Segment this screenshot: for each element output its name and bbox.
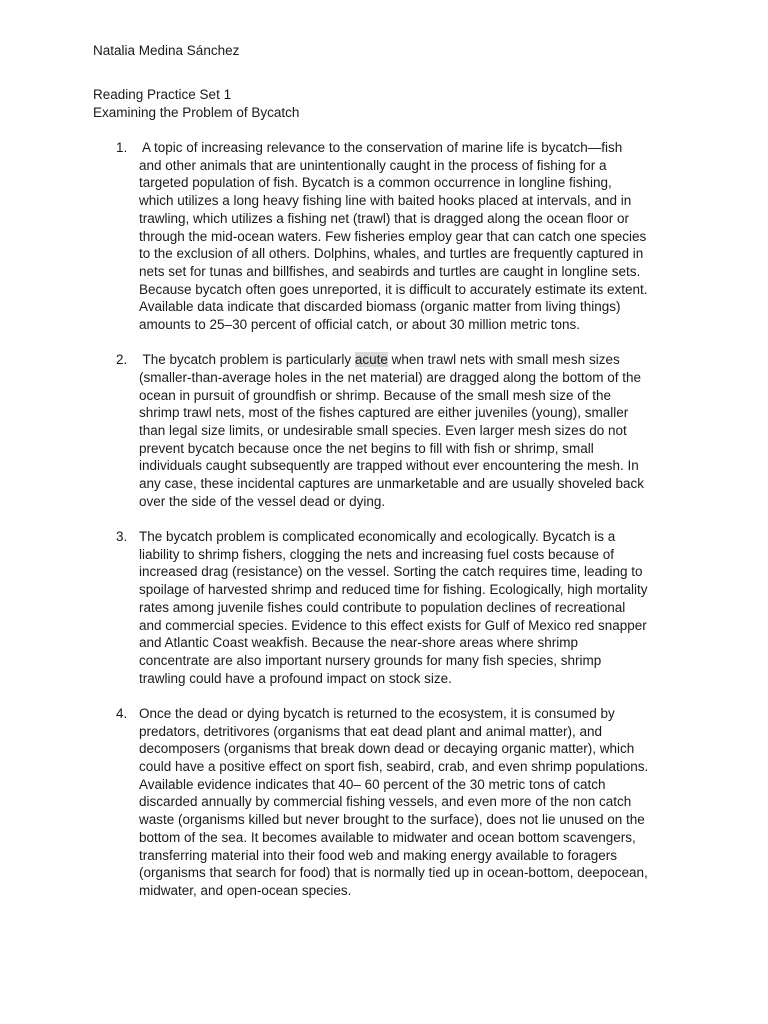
author-name: Natalia Medina Sánchez [93,43,240,58]
paragraph-line: to the exclusion of all others. Dolphins, whales, and turtles are frequently captured in [139,246,644,262]
paragraph-line: midwater, and open-ocean species. [139,882,352,898]
paragraph-line: discarded annually by commercial fishing vessels, and even more of the non catch [139,794,632,810]
paragraph-line: and other animals that are unintentionally caught in the process of fishing for a [139,157,607,173]
paragraph-text: The bycatch problem is particularly [139,352,355,368]
paragraph-line: any case, these incidental captures are unmarketable and are usually shoveled back [139,476,645,492]
paragraph-text: when trawl nets with small mesh sizes [387,352,620,368]
paragraph-line: Because bycatch often goes unreported, it is difficult to accurately estimate its extent. [139,281,648,297]
set-title: Reading Practice Set 1 [93,87,232,102]
paragraph-line: and commercial species. Evidence to this effect exists for Gulf of Mexico red snapper [139,617,647,633]
paragraph-line: Once the dead or dying bycatch is returned to the ecosystem, it is consumed by [139,705,615,721]
paragraph-line: shrimp trawl nets, most of the fishes captured are either juveniles (young), smaller [139,405,629,421]
numbered-paragraph-list [93,139,693,900]
paragraph-line: spoilage of harvested shrimp and reduced time for fishing. Ecologically, high mortality [139,582,648,598]
paragraph-line: could have a positive effect on sport fish, seabird, crab, and even shrimp populations. [139,759,649,774]
paragraph-line: waste (organisms killed but never brought to the surface), does not lie unused on the [139,812,645,828]
paragraph-line: individuals caught subsequently are trapped without ever encountering the mesh. In [139,458,639,474]
paragraph-line: (smaller-than-average holes in the net material) are dragged along the bottom of the [139,369,642,385]
paragraph-line: amounts to 25–30 percent of official catch, or about 30 million metric tons. [139,317,580,333]
paragraph-line: Available evidence indicates that 40– 60 percent of the 30 metric tons of catch [139,776,606,792]
paragraph-line: Available data indicate that discarded biomass (organic matter from living things) [139,299,621,315]
paragraph-line: increased drag (resistance) on the vessel. Sorting the catch requires time, leading to [139,564,643,580]
paragraph-line: and Atlantic Coast weakfish. Because the near-shore areas where shrimp [139,635,578,651]
paragraph-line: transferring material into their food web and making energy available to foragers [139,847,618,863]
highlighted-word: acute [354,352,388,368]
paragraph-line: over the side of the vessel dead or dying. [139,493,386,509]
paragraph-number: 4. [116,705,128,721]
document-subtitle: Examining the Problem of Bycatch [93,105,300,120]
paragraph-number: 1. [116,140,128,155]
paragraph-line: liability to shrimp fishers, clogging the nets and increasing fuel costs because of [139,546,615,562]
paragraph-line: nets set for tunas and billfishes, and seabirds and turtles are caught in longline sets. [139,263,641,279]
paragraph-line: through the mid-ocean waters. Few fisheries employ gear that can catch one species [139,228,647,244]
paragraph-2 [93,351,693,510]
paragraph-line: trawling could have a profound impact on stock size. [139,670,452,686]
paragraph-line: predators, detritivores (organisms that eat dead plant and animal matter), and [139,723,602,739]
paragraph-line: bottom of the sea. It becomes available to midwater and ocean bottom scavengers, [139,829,636,845]
paragraph-line: decomposers (organisms that break down dead or decaying organic matter), which [139,741,635,757]
paragraph-line: concentrate are also important nursery grounds for many fish species, shrimp [139,652,602,668]
paragraph-1 [93,139,693,334]
document-header [93,86,299,122]
paragraph-line: which utilizes a long heavy fishing line with baited hooks placed at intervals, and in [139,193,632,209]
paragraph-line: trawling, which utilizes a fishing net (trawl) that is dragged along the ocean floor or [139,210,630,226]
paragraph-line: A topic of increasing relevance to the conservation of marine life is bycatch—fish [139,140,623,155]
paragraph-number: 3. [116,529,128,545]
paragraph-line: than legal size limits, or undesirable small species. Even larger mesh sizes do not [139,423,627,439]
paragraph-line: prevent bycatch because once the net begins to fill with fish or shrimp, small [139,440,594,456]
paragraph-line [139,351,693,369]
paragraph-4 [93,705,693,900]
paragraph-line: ocean in pursuit of groundfish or shrimp. Because of the small mesh size of the [139,387,611,403]
paragraph-line: (organisms that search for food) that is normally tied up in ocean-bottom, deepocean, [139,865,648,881]
paragraph-number: 2. [116,352,128,368]
paragraph-line: rates among juvenile fishes could contribute to population declines of recreational [139,599,626,615]
paragraph-line: targeted population of fish. Bycatch is a common occurrence in longline fishing, [139,175,612,191]
paragraph-line: The bycatch problem is complicated economically and ecologically. Bycatch is a [139,529,616,545]
paragraph-3 [93,528,693,687]
